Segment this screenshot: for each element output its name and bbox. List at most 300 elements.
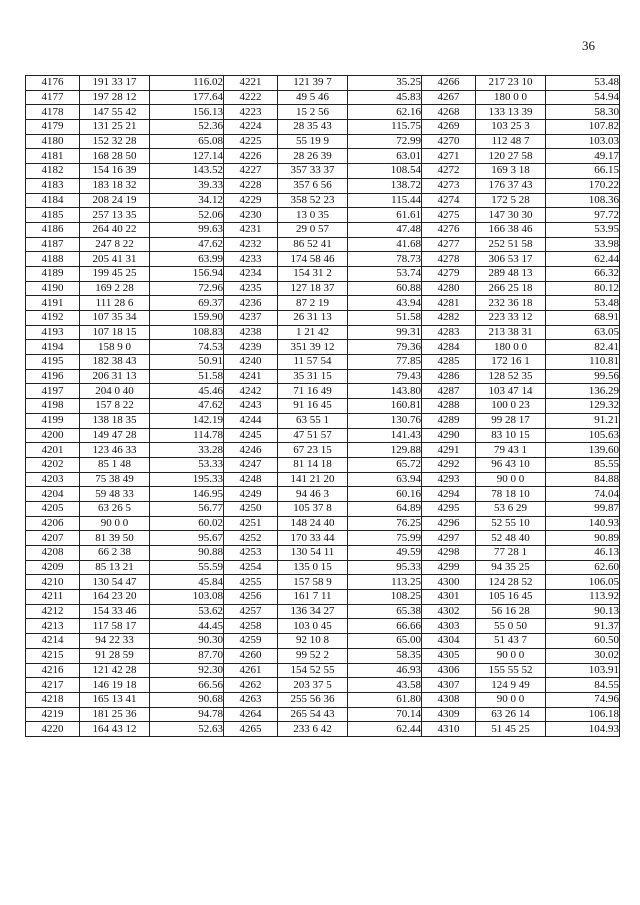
angle-cell: 306 53 17 — [476, 252, 546, 267]
distance-cell: 65.38 — [348, 604, 422, 619]
point-id-cell: 4210 — [26, 575, 80, 590]
table-row — [26, 457, 620, 472]
angle-cell: 164 43 12 — [80, 722, 150, 737]
point-id-cell: 4229 — [224, 193, 278, 208]
angle-cell: 90 0 0 — [476, 692, 546, 707]
distance-cell: 103.08 — [150, 590, 224, 605]
angle-cell: 191 33 17 — [80, 76, 150, 91]
angle-cell: 92 10 8 — [278, 634, 348, 649]
point-id-cell: 4259 — [224, 634, 278, 649]
table-row — [26, 311, 620, 326]
table-row — [26, 428, 620, 443]
angle-cell: 90 0 0 — [476, 472, 546, 487]
point-id-cell: 4239 — [224, 340, 278, 355]
distance-cell: 33.98 — [546, 237, 620, 252]
distance-cell: 66.66 — [348, 619, 422, 634]
point-id-cell: 4225 — [224, 134, 278, 149]
angle-cell: 28 35 43 — [278, 120, 348, 135]
table-row — [26, 222, 620, 237]
distance-cell: 84.88 — [546, 472, 620, 487]
point-id-cell: 4268 — [422, 105, 476, 120]
table-row — [26, 413, 620, 428]
point-id-cell: 4258 — [224, 619, 278, 634]
distance-cell: 108.25 — [348, 590, 422, 605]
point-id-cell: 4248 — [224, 472, 278, 487]
distance-cell: 95.67 — [150, 531, 224, 546]
distance-cell: 146.95 — [150, 487, 224, 502]
point-id-cell: 4224 — [224, 120, 278, 135]
point-id-cell: 4278 — [422, 252, 476, 267]
angle-cell: 176 37 43 — [476, 178, 546, 193]
point-id-cell: 4250 — [224, 501, 278, 516]
angle-cell: 152 32 28 — [80, 134, 150, 149]
point-id-cell: 4295 — [422, 501, 476, 516]
point-id-cell: 4209 — [26, 560, 80, 575]
angle-cell: 172 5 28 — [476, 193, 546, 208]
distance-cell: 46.93 — [348, 663, 422, 678]
distance-cell: 64.89 — [348, 501, 422, 516]
distance-cell: 79.36 — [348, 340, 422, 355]
angle-cell: 79 43 1 — [476, 443, 546, 458]
angle-cell: 67 23 15 — [278, 443, 348, 458]
angle-cell: 205 41 31 — [80, 252, 150, 267]
distance-cell: 46.13 — [546, 546, 620, 561]
angle-cell: 204 0 40 — [80, 384, 150, 399]
angle-cell: 111 28 6 — [80, 296, 150, 311]
point-id-cell: 4227 — [224, 164, 278, 179]
distance-cell: 72.96 — [150, 281, 224, 296]
angle-cell: 29 0 57 — [278, 222, 348, 237]
angle-cell: 154 16 39 — [80, 164, 150, 179]
distance-cell: 130.76 — [348, 413, 422, 428]
angle-cell: 266 25 18 — [476, 281, 546, 296]
angle-cell: 357 33 37 — [278, 164, 348, 179]
point-id-cell: 4310 — [422, 722, 476, 737]
distance-cell: 92.30 — [150, 663, 224, 678]
point-id-cell: 4177 — [26, 90, 80, 105]
point-id-cell: 4251 — [224, 516, 278, 531]
point-id-cell: 4288 — [422, 399, 476, 414]
point-id-cell: 4247 — [224, 457, 278, 472]
angle-cell: 257 13 35 — [80, 208, 150, 223]
angle-cell: 55 0 50 — [476, 619, 546, 634]
point-id-cell: 4194 — [26, 340, 80, 355]
table-row — [26, 281, 620, 296]
distance-cell: 77.85 — [348, 355, 422, 370]
distance-cell: 45.84 — [150, 575, 224, 590]
point-id-cell: 4277 — [422, 237, 476, 252]
distance-cell: 141.43 — [348, 428, 422, 443]
distance-cell: 143.80 — [348, 384, 422, 399]
distance-cell: 113.25 — [348, 575, 422, 590]
angle-cell: 138 18 35 — [80, 413, 150, 428]
distance-cell: 87.70 — [150, 648, 224, 663]
distance-cell: 63.05 — [546, 325, 620, 340]
angle-cell: 169 3 18 — [476, 164, 546, 179]
distance-cell: 95.33 — [348, 560, 422, 575]
point-id-cell: 4230 — [224, 208, 278, 223]
point-id-cell: 4228 — [224, 178, 278, 193]
point-id-cell: 4231 — [224, 222, 278, 237]
distance-cell: 52.63 — [150, 722, 224, 737]
distance-cell: 49.17 — [546, 149, 620, 164]
angle-cell: 182 38 43 — [80, 355, 150, 370]
distance-cell: 103.03 — [546, 134, 620, 149]
point-id-cell: 4269 — [422, 120, 476, 135]
point-id-cell: 4237 — [224, 311, 278, 326]
distance-cell: 65.72 — [348, 457, 422, 472]
distance-cell: 140.93 — [546, 516, 620, 531]
table-row — [26, 472, 620, 487]
point-id-cell: 4265 — [224, 722, 278, 737]
distance-cell: 129.32 — [546, 399, 620, 414]
point-id-cell: 4241 — [224, 369, 278, 384]
angle-cell: 157 8 22 — [80, 399, 150, 414]
point-id-cell: 4293 — [422, 472, 476, 487]
point-id-cell: 4190 — [26, 281, 80, 296]
angle-cell: 83 10 15 — [476, 428, 546, 443]
angle-cell: 107 35 34 — [80, 311, 150, 326]
angle-cell: 103 0 45 — [278, 619, 348, 634]
point-id-cell: 4233 — [224, 252, 278, 267]
angle-cell: 53 6 29 — [476, 501, 546, 516]
table-row — [26, 590, 620, 605]
angle-cell: 51 43 7 — [476, 634, 546, 649]
point-id-cell: 4264 — [224, 707, 278, 722]
angle-cell: 100 0 23 — [476, 399, 546, 414]
distance-cell: 53.95 — [546, 222, 620, 237]
distance-cell: 61.80 — [348, 692, 422, 707]
distance-cell: 60.88 — [348, 281, 422, 296]
distance-cell: 43.94 — [348, 296, 422, 311]
distance-cell: 51.58 — [150, 369, 224, 384]
angle-cell: 264 40 22 — [80, 222, 150, 237]
point-id-cell: 4182 — [26, 164, 80, 179]
point-id-cell: 4178 — [26, 105, 80, 120]
angle-cell: 81 14 18 — [278, 457, 348, 472]
table-row — [26, 531, 620, 546]
point-id-cell: 4179 — [26, 120, 80, 135]
table-row — [26, 369, 620, 384]
angle-cell: 96 43 10 — [476, 457, 546, 472]
distance-cell: 61.61 — [348, 208, 422, 223]
angle-cell: 26 31 13 — [278, 311, 348, 326]
table-row — [26, 178, 620, 193]
angle-cell: 15 2 56 — [278, 105, 348, 120]
angle-cell: 86 52 41 — [278, 237, 348, 252]
point-id-cell: 4188 — [26, 252, 80, 267]
distance-cell: 84.55 — [546, 678, 620, 693]
survey-table-body — [26, 76, 620, 737]
angle-cell: 121 42 28 — [80, 663, 150, 678]
distance-cell: 60.50 — [546, 634, 620, 649]
point-id-cell: 4299 — [422, 560, 476, 575]
angle-cell: 87 2 19 — [278, 296, 348, 311]
table-row — [26, 296, 620, 311]
point-id-cell: 4274 — [422, 193, 476, 208]
table-row — [26, 76, 620, 91]
distance-cell: 41.68 — [348, 237, 422, 252]
angle-cell: 155 55 52 — [476, 663, 546, 678]
point-id-cell: 4240 — [224, 355, 278, 370]
angle-cell: 94 22 33 — [80, 634, 150, 649]
distance-cell: 62.16 — [348, 105, 422, 120]
page-number: 36 — [582, 38, 595, 53]
point-id-cell: 4198 — [26, 399, 80, 414]
angle-cell: 131 25 21 — [80, 120, 150, 135]
distance-cell: 79.43 — [348, 369, 422, 384]
distance-cell: 53.48 — [546, 76, 620, 91]
point-id-cell: 4208 — [26, 546, 80, 561]
table-row — [26, 501, 620, 516]
point-id-cell: 4282 — [422, 311, 476, 326]
distance-cell: 72.99 — [348, 134, 422, 149]
table-row — [26, 560, 620, 575]
angle-cell: 165 13 41 — [80, 692, 150, 707]
distance-cell: 160.81 — [348, 399, 422, 414]
distance-cell: 53.48 — [546, 296, 620, 311]
angle-cell: 217 23 10 — [476, 76, 546, 91]
distance-cell: 106.05 — [546, 575, 620, 590]
distance-cell: 55.59 — [150, 560, 224, 575]
angle-cell: 146 19 18 — [80, 678, 150, 693]
distance-cell: 91.37 — [546, 619, 620, 634]
point-id-cell: 4253 — [224, 546, 278, 561]
point-id-cell: 4238 — [224, 325, 278, 340]
point-id-cell: 4255 — [224, 575, 278, 590]
point-id-cell: 4252 — [224, 531, 278, 546]
distance-cell: 108.83 — [150, 325, 224, 340]
point-id-cell: 4192 — [26, 311, 80, 326]
angle-cell: 148 24 40 — [278, 516, 348, 531]
table-row — [26, 120, 620, 135]
angle-cell: 123 46 33 — [80, 443, 150, 458]
distance-cell: 156.13 — [150, 105, 224, 120]
point-id-cell: 4289 — [422, 413, 476, 428]
distance-cell: 70.14 — [348, 707, 422, 722]
distance-cell: 45.46 — [150, 384, 224, 399]
distance-cell: 53.33 — [150, 457, 224, 472]
distance-cell: 58.35 — [348, 648, 422, 663]
angle-cell: 213 38 31 — [476, 325, 546, 340]
point-id-cell: 4281 — [422, 296, 476, 311]
distance-cell: 104.93 — [546, 722, 620, 737]
point-id-cell: 4214 — [26, 634, 80, 649]
point-id-cell: 4196 — [26, 369, 80, 384]
distance-cell: 142.19 — [150, 413, 224, 428]
point-id-cell: 4280 — [422, 281, 476, 296]
point-id-cell: 4203 — [26, 472, 80, 487]
point-id-cell: 4226 — [224, 149, 278, 164]
point-id-cell: 4180 — [26, 134, 80, 149]
distance-cell: 52.36 — [150, 120, 224, 135]
point-id-cell: 4187 — [26, 237, 80, 252]
angle-cell: 35 31 15 — [278, 369, 348, 384]
distance-cell: 82.41 — [546, 340, 620, 355]
distance-cell: 54.94 — [546, 90, 620, 105]
angle-cell: 85 13 21 — [80, 560, 150, 575]
angle-cell: 90 0 0 — [476, 648, 546, 663]
distance-cell: 90.68 — [150, 692, 224, 707]
angle-cell: 154 33 46 — [80, 604, 150, 619]
point-id-cell: 4307 — [422, 678, 476, 693]
distance-cell: 50.91 — [150, 355, 224, 370]
point-id-cell: 4279 — [422, 266, 476, 281]
point-id-cell: 4204 — [26, 487, 80, 502]
angle-cell: 141 21 20 — [278, 472, 348, 487]
table-row — [26, 164, 620, 179]
point-id-cell: 4262 — [224, 678, 278, 693]
distance-cell: 139.60 — [546, 443, 620, 458]
distance-cell: 45.83 — [348, 90, 422, 105]
point-id-cell: 4302 — [422, 604, 476, 619]
distance-cell: 143.52 — [150, 164, 224, 179]
angle-cell: 208 24 19 — [80, 193, 150, 208]
point-id-cell: 4176 — [26, 76, 80, 91]
angle-cell: 164 23 20 — [80, 590, 150, 605]
point-id-cell: 4186 — [26, 222, 80, 237]
distance-cell: 35.25 — [348, 76, 422, 91]
table-row — [26, 707, 620, 722]
point-id-cell: 4300 — [422, 575, 476, 590]
point-id-cell: 4232 — [224, 237, 278, 252]
distance-cell: 107.82 — [546, 120, 620, 135]
distance-cell: 156.94 — [150, 266, 224, 281]
angle-cell: 161 7 11 — [278, 590, 348, 605]
angle-cell: 136 34 27 — [278, 604, 348, 619]
point-id-cell: 4183 — [26, 178, 80, 193]
distance-cell: 99.87 — [546, 501, 620, 516]
point-id-cell: 4272 — [422, 164, 476, 179]
angle-cell: 63 55 1 — [278, 413, 348, 428]
point-id-cell: 4308 — [422, 692, 476, 707]
angle-cell: 158 9 0 — [80, 340, 150, 355]
angle-cell: 121 39 7 — [278, 76, 348, 91]
distance-cell: 44.45 — [150, 619, 224, 634]
angle-cell: 105 37 8 — [278, 501, 348, 516]
angle-cell: 169 2 28 — [80, 281, 150, 296]
angle-cell: 52 48 40 — [476, 531, 546, 546]
point-id-cell: 4195 — [26, 355, 80, 370]
angle-cell: 130 54 11 — [278, 546, 348, 561]
angle-cell: 180 0 0 — [476, 90, 546, 105]
distance-cell: 63.99 — [150, 252, 224, 267]
table-row — [26, 722, 620, 737]
point-id-cell: 4235 — [224, 281, 278, 296]
angle-cell: 107 18 15 — [80, 325, 150, 340]
angle-cell: 130 54 47 — [80, 575, 150, 590]
distance-cell: 129.88 — [348, 443, 422, 458]
point-id-cell: 4267 — [422, 90, 476, 105]
angle-cell: 157 58 9 — [278, 575, 348, 590]
point-id-cell: 4298 — [422, 546, 476, 561]
distance-cell: 115.75 — [348, 120, 422, 135]
distance-cell: 74.04 — [546, 487, 620, 502]
distance-cell: 99.63 — [150, 222, 224, 237]
point-id-cell: 4286 — [422, 369, 476, 384]
angle-cell: 174 58 46 — [278, 252, 348, 267]
point-id-cell: 4305 — [422, 648, 476, 663]
point-id-cell: 4297 — [422, 531, 476, 546]
table-row — [26, 399, 620, 414]
distance-cell: 74.96 — [546, 692, 620, 707]
angle-cell: 149 47 28 — [80, 428, 150, 443]
table-row — [26, 237, 620, 252]
point-id-cell: 4200 — [26, 428, 80, 443]
point-id-cell: 4184 — [26, 193, 80, 208]
angle-cell: 1 21 42 — [278, 325, 348, 340]
angle-cell: 75 38 49 — [80, 472, 150, 487]
angle-cell: 255 56 36 — [278, 692, 348, 707]
point-id-cell: 4201 — [26, 443, 80, 458]
angle-cell: 358 52 23 — [278, 193, 348, 208]
distance-cell: 62.44 — [546, 252, 620, 267]
distance-cell: 66.56 — [150, 678, 224, 693]
angle-cell: 199 45 25 — [80, 266, 150, 281]
table-row — [26, 355, 620, 370]
point-id-cell: 4245 — [224, 428, 278, 443]
distance-cell: 47.48 — [348, 222, 422, 237]
angle-cell: 51 45 25 — [476, 722, 546, 737]
angle-cell: 91 28 59 — [80, 648, 150, 663]
point-id-cell: 4222 — [224, 90, 278, 105]
distance-cell: 68.91 — [546, 311, 620, 326]
distance-cell: 62.60 — [546, 560, 620, 575]
distance-cell: 108.54 — [348, 164, 422, 179]
distance-cell: 34.12 — [150, 193, 224, 208]
distance-cell: 105.63 — [546, 428, 620, 443]
distance-cell: 138.72 — [348, 178, 422, 193]
table-row — [26, 208, 620, 223]
point-id-cell: 4213 — [26, 619, 80, 634]
point-id-cell: 4261 — [224, 663, 278, 678]
point-id-cell: 4301 — [422, 590, 476, 605]
distance-cell: 80.12 — [546, 281, 620, 296]
distance-cell: 39.33 — [150, 178, 224, 193]
point-id-cell: 4304 — [422, 634, 476, 649]
angle-cell: 52 55 10 — [476, 516, 546, 531]
point-id-cell: 4266 — [422, 76, 476, 91]
angle-cell: 206 31 13 — [80, 369, 150, 384]
angle-cell: 55 19 9 — [278, 134, 348, 149]
distance-cell: 53.74 — [348, 266, 422, 281]
point-id-cell: 4243 — [224, 399, 278, 414]
point-id-cell: 4236 — [224, 296, 278, 311]
point-id-cell: 4197 — [26, 384, 80, 399]
table-row — [26, 604, 620, 619]
angle-cell: 357 6 56 — [278, 178, 348, 193]
point-id-cell: 4249 — [224, 487, 278, 502]
distance-cell: 116.02 — [150, 76, 224, 91]
distance-cell: 69.37 — [150, 296, 224, 311]
angle-cell: 91 16 45 — [278, 399, 348, 414]
distance-cell: 65.00 — [348, 634, 422, 649]
point-id-cell: 4223 — [224, 105, 278, 120]
distance-cell: 47.62 — [150, 237, 224, 252]
angle-cell: 154 31 2 — [278, 266, 348, 281]
distance-cell: 170.22 — [546, 178, 620, 193]
point-id-cell: 4185 — [26, 208, 80, 223]
point-id-cell: 4283 — [422, 325, 476, 340]
point-id-cell: 4199 — [26, 413, 80, 428]
angle-cell: 232 36 18 — [476, 296, 546, 311]
point-id-cell: 4218 — [26, 692, 80, 707]
point-id-cell: 4202 — [26, 457, 80, 472]
distance-cell: 90.89 — [546, 531, 620, 546]
angle-cell: 90 0 0 — [80, 516, 150, 531]
distance-cell: 30.02 — [546, 648, 620, 663]
point-id-cell: 4285 — [422, 355, 476, 370]
